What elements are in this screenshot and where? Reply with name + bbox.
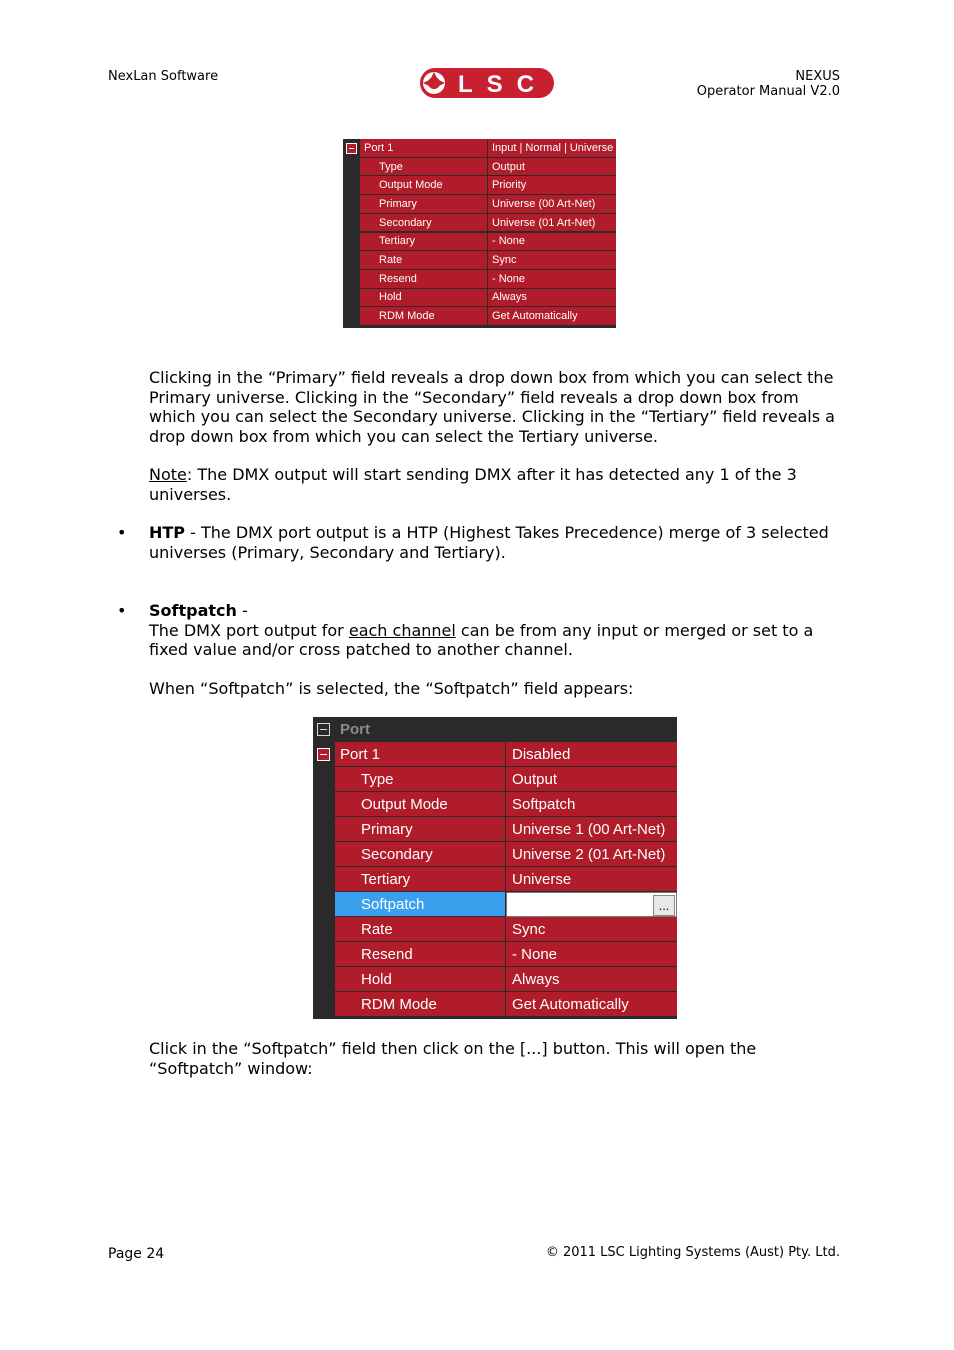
grid2-value-secondary[interactable] [506, 842, 677, 867]
grid2-value-text-rdm-mode: Get Automatically [512, 995, 629, 1013]
htp-text: - The DMX port output is a HTP (Highest Takes Precedence) merge of 3 selected universes (Primary, Secondary and Tertiary). [149, 523, 829, 562]
lsc-logo [419, 67, 555, 99]
para-click-softpatch: Click in the “Softpatch” field then click on the [...] button. This will open the “Softpatch” window: [149, 1039, 757, 1078]
grid2-value-primary[interactable] [506, 817, 677, 842]
htp-label: HTP [149, 523, 186, 542]
grid2-name-hold: Hold [335, 967, 505, 992]
grid1-value-output-mode[interactable]: Priority [488, 176, 616, 195]
svg-text:LSC: LSC [458, 71, 548, 98]
grid2-value-text-type: Output [512, 770, 558, 788]
port-properties-grid-2 [313, 717, 677, 1019]
grid1-row-hold[interactable] [343, 289, 616, 308]
softpatch-link: each channel [348, 620, 456, 640]
grid2-value-tertiary[interactable] [506, 867, 677, 892]
grid2-value-port-1[interactable] [506, 742, 677, 767]
grid2-value-rate[interactable] [506, 917, 677, 942]
grid2-name-port-1: Port 1 [335, 742, 505, 767]
grid1-value-rate[interactable]: Sync [488, 251, 616, 270]
grid2-header-spacer [506, 717, 677, 742]
grid2-name-output-mode: Output Mode [335, 792, 505, 817]
header-right [697, 69, 840, 99]
grid2-row-tertiary[interactable] [313, 867, 677, 892]
grid1-row-type[interactable] [343, 158, 616, 177]
grid1-value-resend[interactable]: - None [488, 270, 616, 289]
footer-page: Page 24 [108, 1246, 165, 1262]
grid2-value-rdm-mode[interactable] [506, 992, 677, 1017]
grid2-name-primary: Primary [335, 817, 505, 842]
softpatch-pre: The DMX port output for [149, 620, 349, 640]
grid2-value-resend[interactable] [506, 942, 677, 967]
grid1-name-rate: Rate [360, 251, 487, 270]
grid1-row-secondary[interactable] [343, 214, 616, 233]
grid1-row-rdm-mode[interactable] [343, 307, 616, 326]
grid1-value-secondary[interactable]: Universe (01 Art-Net) [488, 214, 616, 233]
grid2-row-hold[interactable] [313, 967, 677, 992]
grid2-row-rdm-mode[interactable] [313, 992, 677, 1017]
grid2-value-text-primary: Universe 1 (00 Art-Net) [512, 820, 666, 838]
grid1-name-rdm-mode: RDM Mode [360, 307, 487, 326]
grid2-value-type[interactable] [506, 767, 677, 792]
grid1-value-rdm-mode[interactable]: Get Automatically [488, 307, 616, 326]
note-paragraph [149, 465, 849, 504]
grid2-row-output-mode[interactable] [313, 792, 677, 817]
bullet-htp: • [117, 523, 127, 542]
grid1-value-type[interactable]: Output [488, 158, 616, 177]
grid1-value-port-1[interactable]: Input | Normal | Universe [488, 139, 616, 158]
port-properties-grid-1 [343, 139, 616, 328]
grid2-row-primary[interactable] [313, 817, 677, 842]
grid2-row-rate[interactable] [313, 917, 677, 942]
grid1-row-tertiary[interactable] [343, 233, 616, 252]
grid1-name-type: Type [360, 158, 487, 177]
softpatch-label: Softpatch [149, 601, 237, 620]
grid2-value-text-output-mode: Softpatch [512, 795, 576, 813]
note-text: : The DMX output will start sending DMX after it has detected any 1 of the 3 universes. [149, 465, 797, 504]
grid1-name-primary: Primary [360, 195, 487, 214]
softpatch-ellipsis-button[interactable]: ... [653, 895, 675, 916]
grid2-value-text-resend: - None [512, 945, 558, 963]
grid1-name-tertiary: Tertiary [360, 233, 487, 252]
softpatch-dash: - [236, 601, 248, 620]
grid2-header-label: Port [335, 717, 505, 742]
grid2-row-type[interactable] [313, 767, 677, 792]
grid1-name-output-mode: Output Mode [360, 176, 487, 195]
header-left: NexLan Software [108, 69, 219, 84]
grid1-name-hold: Hold [360, 289, 487, 308]
note-label: Note [149, 465, 187, 484]
grid2-value-text-tertiary: Universe [512, 870, 572, 888]
grid2-name-softpatch: Softpatch [335, 892, 505, 917]
grid1-row-output-mode[interactable] [343, 176, 616, 195]
grid2-name-rdm-mode: RDM Mode [335, 992, 505, 1017]
grid2-value-text-secondary: Universe 2 (01 Art-Net) [512, 845, 666, 863]
grid1-value-hold[interactable]: Always [488, 289, 616, 308]
grid1-name-secondary: Secondary [360, 214, 487, 233]
grid1-row-port-1[interactable] [343, 139, 616, 158]
footer-copyright: © 2011 LSC Lighting Systems (Aust) Pty. Ltd. [545, 1245, 840, 1260]
grid1-row-rate[interactable] [343, 251, 616, 270]
para-when-softpatch: When “Softpatch” is selected, the “Softpatch” field appears: [149, 679, 634, 698]
grid2-value-hold[interactable] [506, 967, 677, 992]
grid1-value-primary[interactable]: Universe (00 Art-Net) [488, 195, 616, 214]
grid2-value-output-mode[interactable] [506, 792, 677, 817]
grid1-value-tertiary[interactable]: - None [488, 233, 616, 252]
grid2-value-text-port-1: Disabled [512, 745, 571, 763]
softpatch-paragraph [149, 601, 849, 660]
collapse-icon[interactable] [346, 143, 357, 154]
grid1-name-resend: Resend [360, 270, 487, 289]
grid2-row-secondary[interactable] [313, 842, 677, 867]
header-manual: Operator Manual V2.0 [696, 84, 840, 99]
grid2-row-softpatch[interactable] [313, 892, 677, 917]
grid2-name-rate: Rate [335, 917, 505, 942]
grid1-row-primary[interactable] [343, 195, 616, 214]
grid2-value-text-rate: Sync [512, 920, 546, 938]
grid1-row-resend[interactable] [343, 270, 616, 289]
para-primary-secondary: Clicking in the “Primary” field reveals a drop down box from which you can select the Primary universe. Clicking in the “Secondary” field reveals a drop down box from which you can select the Secondary universe. Clicking in the “Tertiary” field reveals a drop down box from which you can select the Tertiary universe. [149, 368, 835, 446]
grid2-value-softpatch[interactable] [506, 892, 677, 917]
bullet-softpatch: • [117, 601, 127, 620]
collapse-icon[interactable] [317, 748, 330, 761]
htp-paragraph [149, 523, 849, 562]
grid2-row-port-1[interactable] [313, 742, 677, 767]
grid2-name-tertiary: Tertiary [335, 867, 505, 892]
grid2-name-type: Type [335, 767, 505, 792]
grid2-name-secondary: Secondary [335, 842, 505, 867]
collapse-icon[interactable] [317, 723, 330, 736]
grid1-name-port-1: Port 1 [360, 139, 487, 158]
grid2-name-resend: Resend [335, 942, 505, 967]
grid2-row-resend[interactable] [313, 942, 677, 967]
header-product: NEXUS [795, 69, 840, 84]
softpatch-post: can be from any input or merged or set to a fixed value and/or cross patched to another channel. [149, 620, 814, 659]
grid2-header-row[interactable] [313, 717, 677, 742]
grid2-value-text-hold: Always [512, 970, 560, 988]
